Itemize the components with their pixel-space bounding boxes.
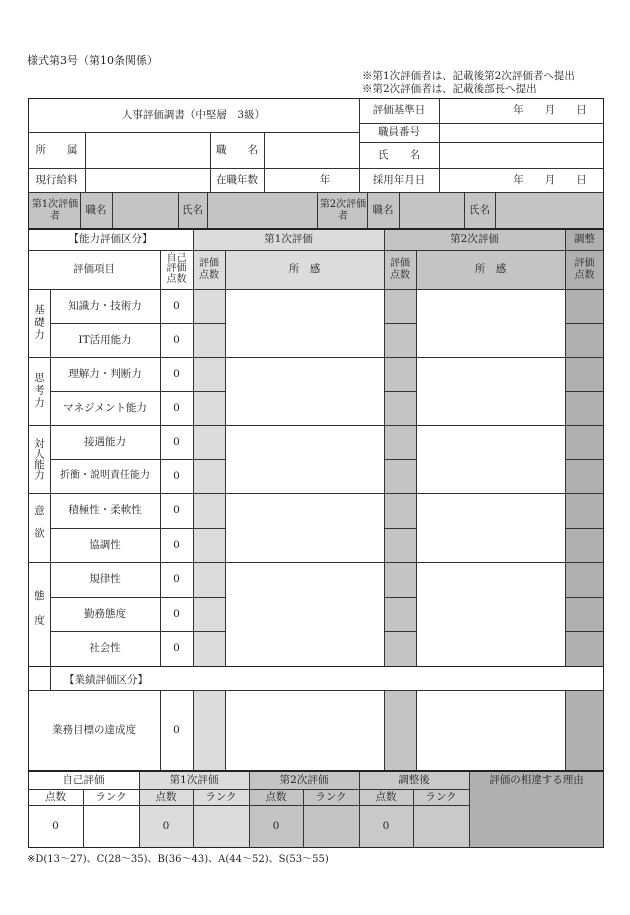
second-total-points[interactable]: 0	[272, 820, 280, 833]
points-label: 点数	[155, 790, 177, 803]
group-taijin: 対人能力	[33, 438, 46, 480]
note-second: ※第2次評価者は、記載後部長へ提出	[362, 83, 537, 95]
eval-base-date-field[interactable]: 年 月 日	[513, 104, 587, 117]
group-iyoku: 意欲	[33, 505, 46, 550]
position-label: 職 名	[216, 143, 258, 156]
self-total-points[interactable]: 0	[52, 820, 59, 833]
first-evaluator-label: 第1次評価者	[31, 199, 79, 222]
performance-section-label: 【業績評価区分】	[64, 674, 148, 686]
second-evaluator-name-label: 氏名	[469, 204, 490, 217]
rank-label: ランク	[95, 790, 127, 803]
adjusted-total-points[interactable]: 0	[382, 820, 390, 833]
hire-date-field[interactable]: 年 月 日	[513, 173, 587, 186]
first-eval-header: 第1次評価	[264, 233, 313, 246]
self-score[interactable]: 0	[173, 642, 180, 655]
self-score[interactable]: 0	[173, 299, 180, 312]
rank-label: ランク	[425, 790, 457, 803]
self-score[interactable]: 0	[173, 469, 180, 482]
summary-first-label: 第1次評価	[169, 773, 219, 786]
note-first: ※第1次評価者は、記載後第2次評価者へ提出	[362, 70, 575, 82]
summary-self-label: 自己評価	[62, 773, 105, 786]
item-label: 接遇能力	[84, 435, 126, 448]
self-score[interactable]: 0	[173, 401, 180, 414]
self-score[interactable]: 0	[173, 538, 180, 551]
name-label: 氏 名	[378, 148, 420, 161]
item-label: 規律性	[89, 573, 121, 586]
first-total-points[interactable]: 0	[162, 820, 170, 833]
page-title: 人事評価調書（中堅層 3級）	[121, 108, 266, 121]
points-label: 点数	[45, 790, 66, 803]
first-comment-header: 所 感	[288, 263, 321, 276]
years-label: 在職年数	[216, 173, 258, 186]
performance-self-score[interactable]: 0	[173, 723, 180, 736]
group-kisoryoku: 基礎力	[33, 304, 46, 342]
rank-label: ランク	[205, 790, 237, 803]
item-label: マネジメント能力	[63, 401, 147, 414]
self-score[interactable]: 0	[173, 367, 180, 380]
second-comment-header: 所 感	[474, 263, 507, 276]
adjust-header: 調整	[574, 233, 595, 246]
item-label: 理解力・判断力	[68, 367, 142, 380]
hire-date-label: 採用年月日	[372, 173, 426, 186]
first-evaluator-name-label: 氏名	[182, 204, 203, 217]
self-score[interactable]: 0	[173, 607, 180, 620]
item-label: 知識力・技術力	[68, 299, 142, 312]
form-number: 様式第3号（第10条関係）	[27, 54, 158, 67]
first-eval-score-header: 評価点数	[199, 258, 219, 281]
years-unit: 年	[319, 173, 331, 186]
item-label: 積極性・柔軟性	[68, 504, 142, 517]
rank-footnote: ※D(13～27)、C(28～35)、B(36～43)、A(44～52)、S(53～55)	[27, 854, 329, 865]
summary-adjusted-label: 調整後	[398, 773, 430, 786]
ability-section-label: 【能力評価区分】	[68, 233, 153, 246]
second-eval-score-header: 評価点数	[390, 258, 410, 281]
eval-base-date-label: 評価基準日	[372, 104, 426, 117]
first-evaluator-position-label: 職名	[85, 204, 107, 217]
self-score-header: 自己評価点数	[166, 252, 187, 285]
points-label: 点数	[375, 790, 397, 803]
second-evaluator-position-label: 職名	[372, 204, 394, 217]
salary-label: 現行給料	[35, 173, 78, 186]
group-taido: 態度	[33, 589, 46, 639]
performance-item-label: 業務目標の達成度	[52, 723, 136, 736]
self-score[interactable]: 0	[173, 333, 180, 346]
staff-no-label: 職員番号	[378, 126, 420, 139]
summary-reason-label: 評価の相違する理由	[489, 773, 584, 786]
self-score[interactable]: 0	[173, 435, 180, 448]
adjust-score-header: 評価点数	[574, 258, 595, 281]
item-label: 社会性	[89, 642, 121, 655]
department-label: 所 属	[35, 143, 78, 156]
summary-second-label: 第2次評価	[279, 773, 329, 786]
self-score[interactable]: 0	[173, 573, 180, 586]
second-evaluator-label: 第2次評価者	[319, 199, 367, 222]
group-shikoryoku: 思考力	[33, 372, 46, 410]
item-label: IT活用能力	[78, 333, 132, 346]
item-label: 勤務態度	[84, 607, 126, 620]
item-header: 評価項目	[73, 263, 115, 276]
points-label: 点数	[265, 790, 287, 803]
self-score[interactable]: 0	[173, 504, 180, 517]
second-eval-header: 第2次評価	[450, 233, 499, 246]
rank-label: ランク	[315, 790, 347, 803]
item-label: 協調性	[89, 538, 121, 551]
item-label: 折衝・説明責任能力	[60, 470, 150, 482]
